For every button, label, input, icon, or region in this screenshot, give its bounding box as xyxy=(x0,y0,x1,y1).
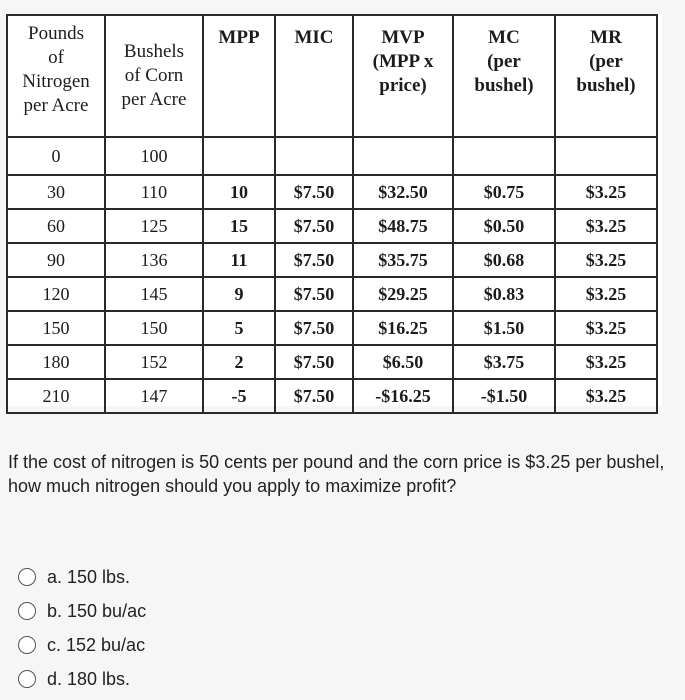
table-cell: 136 xyxy=(105,243,203,277)
header-row xyxy=(7,15,657,137)
table-cell: -$16.25 xyxy=(353,379,453,413)
table-cell: -$1.50 xyxy=(453,379,555,413)
data-table xyxy=(6,14,658,414)
table-cell: $1.50 xyxy=(453,311,555,345)
table-cell: -5 xyxy=(203,379,275,413)
table-cell: $3.25 xyxy=(555,311,657,345)
table-cell: 120 xyxy=(7,277,105,311)
table-cell: 150 xyxy=(7,311,105,345)
answer-options xyxy=(18,560,146,696)
table-cell xyxy=(353,137,453,175)
table-cell: $3.25 xyxy=(555,379,657,413)
table-cell: 60 xyxy=(7,209,105,243)
radio-button-icon[interactable] xyxy=(18,636,36,654)
table-cell: $7.50 xyxy=(275,311,353,345)
table-cell: 180 xyxy=(7,345,105,379)
option-b[interactable] xyxy=(18,594,146,628)
header-mvp: MVP (MPP x price) xyxy=(353,15,453,137)
table-cell: $29.25 xyxy=(353,277,453,311)
table-cell: 110 xyxy=(105,175,203,209)
table-cell: 0 xyxy=(7,137,105,175)
table-cell: 145 xyxy=(105,277,203,311)
table-cell: 125 xyxy=(105,209,203,243)
table-cell: $48.75 xyxy=(353,209,453,243)
option-label: b. 150 bu/ac xyxy=(47,600,147,621)
table-cell: $7.50 xyxy=(275,379,353,413)
table-cell: $0.68 xyxy=(453,243,555,277)
option-a[interactable] xyxy=(18,560,146,594)
option-label: c. 152 bu/ac xyxy=(47,634,146,655)
table-cell: 152 xyxy=(105,345,203,379)
table-cell xyxy=(555,137,657,175)
radio-button-icon[interactable] xyxy=(18,602,36,620)
header-mr: MR (per bushel) xyxy=(555,15,657,137)
option-label: a. 150 lbs. xyxy=(47,566,131,587)
table-cell xyxy=(453,137,555,175)
table-cell: $3.25 xyxy=(555,345,657,379)
table-cell: 30 xyxy=(7,175,105,209)
table-cell: 210 xyxy=(7,379,105,413)
table-row xyxy=(7,277,657,311)
table-cell: $7.50 xyxy=(275,175,353,209)
table-row xyxy=(7,243,657,277)
table-cell: $0.50 xyxy=(453,209,555,243)
table-cell: 147 xyxy=(105,379,203,413)
table-cell: $16.25 xyxy=(353,311,453,345)
table-row xyxy=(7,345,657,379)
table-cell: $7.50 xyxy=(275,209,353,243)
table-cell: $7.50 xyxy=(275,243,353,277)
option-c[interactable] xyxy=(18,628,146,662)
table-cell: $6.50 xyxy=(353,345,453,379)
header-bushels: Bushels of Corn per Acre xyxy=(105,15,203,137)
table-row xyxy=(7,379,657,413)
table-cell: 100 xyxy=(105,137,203,175)
table-cell: $0.83 xyxy=(453,277,555,311)
table-cell xyxy=(275,137,353,175)
table-cell: $3.75 xyxy=(453,345,555,379)
table-cell: $35.75 xyxy=(353,243,453,277)
table-cell: 90 xyxy=(7,243,105,277)
table-cell: 10 xyxy=(203,175,275,209)
option-label: d. 180 lbs. xyxy=(47,668,131,689)
table-row xyxy=(7,209,657,243)
table-cell: $3.25 xyxy=(555,277,657,311)
option-d[interactable] xyxy=(18,662,146,696)
header-mpp: MPP xyxy=(203,15,275,137)
header-nitrogen: Pounds of Nitrogen per Acre xyxy=(7,15,105,137)
radio-button-icon[interactable] xyxy=(18,568,36,586)
table-row xyxy=(7,175,657,209)
radio-button-icon[interactable] xyxy=(18,670,36,688)
table-cell xyxy=(203,137,275,175)
data-table-container xyxy=(6,14,662,406)
table-cell: $0.75 xyxy=(453,175,555,209)
table-cell: $3.25 xyxy=(555,243,657,277)
header-mic: MIC xyxy=(275,15,353,137)
table-row xyxy=(7,311,657,345)
table-cell: 150 xyxy=(105,311,203,345)
table-cell: 15 xyxy=(203,209,275,243)
table-cell: $32.50 xyxy=(353,175,453,209)
table-row xyxy=(7,137,657,175)
table-cell: $7.50 xyxy=(275,277,353,311)
table-cell: 11 xyxy=(203,243,275,277)
table-cell: $3.25 xyxy=(555,175,657,209)
table-cell: $3.25 xyxy=(555,209,657,243)
table-cell: 2 xyxy=(203,345,275,379)
header-mc: MC (per bushel) xyxy=(453,15,555,137)
table-cell: 5 xyxy=(203,311,275,345)
table-cell: 9 xyxy=(203,277,275,311)
question-text: If the cost of nitrogen is 50 cents per pound and the corn price is $3.25 per bushel, how much nitrogen should you apply to maximize profit? xyxy=(8,452,665,496)
table-cell: $7.50 xyxy=(275,345,353,379)
